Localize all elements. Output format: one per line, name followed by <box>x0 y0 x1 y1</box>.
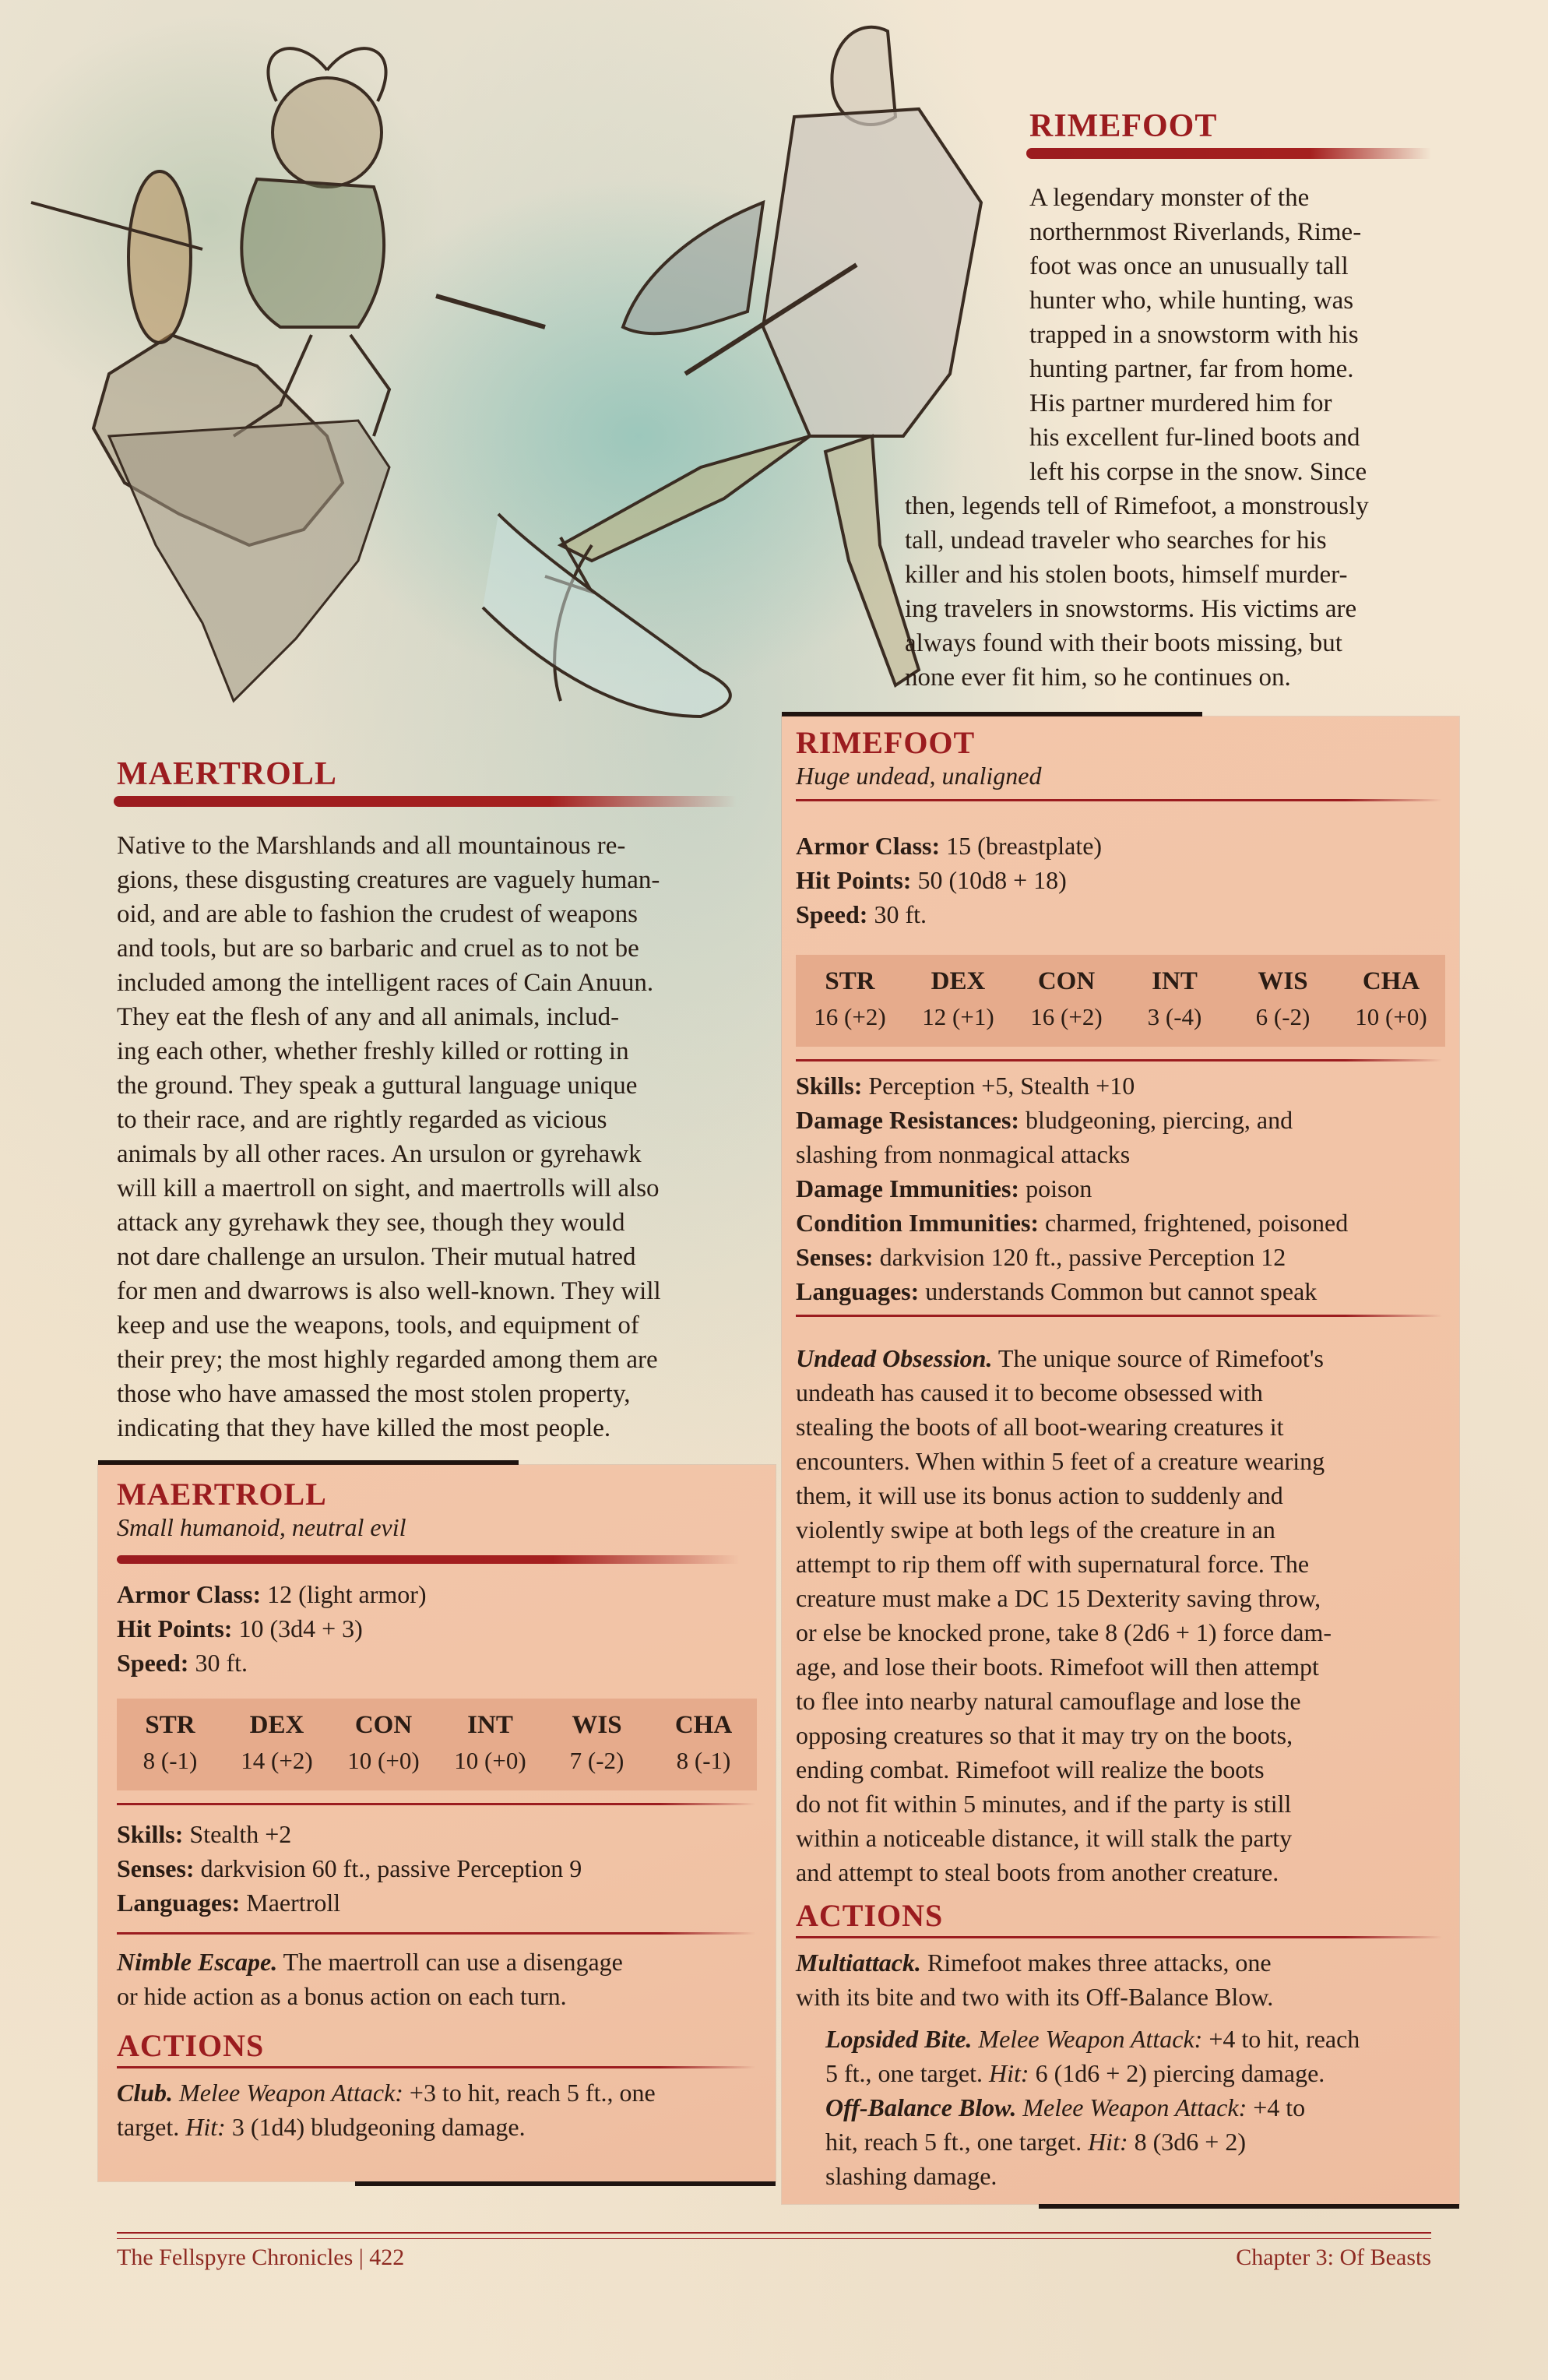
ability-name: CHA <box>674 1711 733 1739</box>
ability-score: 12 (+1) <box>922 1002 994 1030</box>
ability-score: 6 (-2) <box>1255 1002 1311 1030</box>
armor-class: Armor Class: 15 (breastplate) <box>796 832 1103 860</box>
speed: Speed: 30 ft. <box>117 1649 248 1677</box>
hit-points: Hit Points: 10 (3d4 + 3) <box>117 1614 363 1642</box>
intro-line: trapped in a snowstorm with his <box>1029 321 1359 349</box>
speed: Speed: 30 ft. <box>796 900 927 928</box>
languages: Languages: understands Common but cannot speak <box>796 1277 1318 1305</box>
ability-name: DEX <box>931 967 986 995</box>
armor-class: Armor Class: 12 (light armor) <box>117 1580 427 1608</box>
intro-line: northernmost Riverlands, Rime- <box>1029 218 1362 246</box>
intro-line: none ever fit him, so he continues on. <box>905 664 1291 692</box>
damage-resistances: Damage Resistances: bludgeoning, piercing, and <box>796 1106 1293 1134</box>
maertroll-intro-rule <box>114 796 737 807</box>
intro-line: attack any gyrehawk they see, though they would <box>117 1209 625 1237</box>
footer-chapter: Chapter 3: Of Beasts <box>1236 2244 1431 2270</box>
intro-line: indicating that they have killed the most people. <box>117 1414 611 1442</box>
ability-score: 16 (+2) <box>1030 1002 1103 1030</box>
illustration <box>0 0 1028 748</box>
condition-immunities: Condition Immunities: charmed, frightened, poisoned <box>796 1209 1349 1237</box>
intro-line: hunting partner, far from home. <box>1029 355 1354 383</box>
ability-name: CON <box>354 1711 413 1739</box>
maertroll-actions-title: ACTIONS <box>117 2028 265 2063</box>
maertroll-trait: Nimble Escape. The maertroll can use a disengage or hide action as a bonus action on each turn. <box>117 1948 623 2010</box>
trait-name: Nimble Escape. <box>117 1948 278 1976</box>
ability-name: DEX <box>249 1711 304 1739</box>
ability-name: STR <box>145 1711 195 1739</box>
rimefoot-off-balance-blow: Off-Balance Blow. Melee Weapon Attack: +4 to hit, reach 5 ft., one target. Hit: 8 (3d6 + 2) slashing damage. <box>825 2093 1306 2190</box>
intro-line: his excellent fur-lined boots and <box>1029 424 1360 452</box>
footer-rule-top <box>117 2232 1431 2234</box>
rimefoot-intro-text <box>905 181 1450 695</box>
ability-score: 10 (+0) <box>347 1746 420 1774</box>
intro-line: the ground. They speak a guttural language unique <box>117 1072 638 1100</box>
ability-name: INT <box>467 1711 513 1739</box>
intro-line: left his corpse in the snow. Since <box>1029 458 1367 486</box>
maertroll-club-action: Club. Melee Weapon Attack: +3 to hit, reach 5 ft., one target. Hit: 3 (1d4) bludgeoning damage. <box>117 2079 656 2141</box>
intro-line: included among the intelligent races of Cain Anuun. <box>117 969 654 997</box>
maertroll-ability-table <box>117 1699 757 1790</box>
ability-name: STR <box>825 967 875 995</box>
ability-score: 3 (-4) <box>1147 1002 1202 1030</box>
intro-line: and tools, but are so barbaric and cruel as to not be <box>117 935 639 963</box>
intro-line: His partner murdered him for <box>1029 389 1332 417</box>
ability-name: INT <box>1152 967 1198 995</box>
intro-line: their prey; the most highly regarded among them are <box>117 1346 658 1374</box>
maertroll-stat-name: MAERTROLL <box>117 1477 327 1512</box>
rimefoot-multiattack: Multiattack. Rimefoot makes three attacks, one with its bite and two with its Off-Balance Blow. <box>796 1949 1274 2011</box>
intro-line: always found with their boots missing, but <box>905 629 1342 657</box>
intro-line: for men and dwarrows is also well-known. They will <box>117 1277 661 1305</box>
intro-line: gions, these disgusting creatures are vaguely human- <box>117 866 660 894</box>
ability-name: CHA <box>1362 967 1420 995</box>
languages: Languages: Maertroll <box>117 1889 341 1917</box>
intro-line: killer and his stolen boots, himself murder- <box>905 561 1348 589</box>
intro-line: ing each other, whether freshly killed or rotting in <box>117 1037 629 1065</box>
intro-line: not dare challenge an ursulon. Their mutual hatred <box>117 1243 636 1271</box>
rimefoot-intro-title: RIMEFOOT <box>1029 108 1218 144</box>
rimefoot-stat-rule <box>796 799 1442 801</box>
maertroll-actions-rule <box>117 2066 755 2068</box>
ability-score: 7 (-2) <box>569 1746 624 1774</box>
senses: Senses: darkvision 120 ft., passive Perception 12 <box>796 1243 1286 1271</box>
intro-line: those who have amassed the most stolen property, <box>117 1380 631 1408</box>
rock-base <box>109 421 389 701</box>
rimefoot-trait: Undead Obsession. The unique source of Rimefoot's undeath has caused it to become obsessed with stealing the boots of all boot-wearing creatures it encounters. When within 5 feet of a creature wearing them, it will use its bonus action to suddenly and violently swipe at both legs of the creature in an attempt to rip them off with supernatural force. The creature must make a DC 15 Dexterity saving throw, or else be knocked prone, take 8 (2d6 + 1) force dam- age, and lose their boots. Rimefoot will then attempt to flee into nearby natural camouflage and lose the opposing creatures so that it may try on the boots, ending combat. Rimefoot will realize the boots do not fit within 5 minutes, and if the party is still within a noticeable distance, it will stalk the party and attempt to steal boots from another creature. <box>796 1344 1332 1886</box>
rimefoot-lopsided-bite: Lopsided Bite. Melee Weapon Attack: +4 to hit, reach 5 ft., one target. Hit: 6 (1d6 + 2) piercing damage. <box>825 2025 1360 2087</box>
skills: Skills: Perception +5, Stealth +10 <box>796 1072 1135 1100</box>
maertroll-intro-title: MAERTROLL <box>117 756 337 792</box>
intro-line: keep and use the weapons, tools, and equipment of <box>117 1311 639 1340</box>
ability-name: WIS <box>572 1711 622 1739</box>
intro-line: tall, undead traveler who searches for his <box>905 526 1327 555</box>
maertroll-stat-details <box>117 1817 582 1920</box>
intro-line: foot was once an unusually tall <box>1029 252 1349 280</box>
maertroll-details-rule <box>117 1932 755 1935</box>
skills: Skills: Stealth +2 <box>117 1820 292 1848</box>
intro-line: ing travelers in snowstorms. His victims are <box>905 595 1357 623</box>
rimefoot-ability-rule <box>796 1059 1442 1061</box>
maertroll-statblock <box>98 1465 776 2181</box>
intro-line: then, legends tell of Rimefoot, a monstrously <box>905 492 1369 520</box>
rimefoot-actions-title: ACTIONS <box>796 1898 944 1933</box>
intro-line: They eat the flesh of any and all animals, includ- <box>117 1003 620 1031</box>
intro-line: A legendary monster of the <box>1029 184 1310 212</box>
rimefoot-intro-rule <box>1026 148 1431 159</box>
intro-line: to their race, and are rightly regarded as vicious <box>117 1106 607 1134</box>
maertroll-stat-rule <box>117 1555 740 1564</box>
rimefoot-stat-name: RIMEFOOT <box>796 725 976 760</box>
ability-score: 14 (+2) <box>241 1746 313 1774</box>
intro-line: Native to the Marshlands and all mountainous re- <box>117 832 626 860</box>
rimefoot-ability-table <box>796 955 1445 1047</box>
ability-score: 16 (+2) <box>814 1002 886 1030</box>
footer-rule-bottom <box>117 2238 1431 2239</box>
maertroll-statblock-bottom-edge <box>355 2181 776 2186</box>
footer-book-page: The Fellspyre Chronicles | 422 <box>117 2244 405 2270</box>
intro-line: hunter who, while hunting, was <box>1029 287 1354 315</box>
damage-immunities: Damage Immunities: poison <box>796 1174 1092 1202</box>
damage-resistances-cont: slashing from nonmagical attacks <box>796 1140 1131 1168</box>
rimefoot-stat-core <box>796 829 1102 931</box>
rimefoot-details-rule <box>796 1315 1442 1317</box>
maertroll-intro-text <box>117 829 763 1445</box>
rimefoot-stat-details <box>796 1069 1348 1308</box>
maertroll-stat-core <box>117 1577 427 1680</box>
trait-name: Undead Obsession. <box>796 1344 993 1372</box>
rimefoot-statblock <box>782 716 1459 2204</box>
ability-name: WIS <box>1258 967 1308 995</box>
intro-line: animals by all other races. An ursulon or gyrehawk <box>117 1140 642 1168</box>
ability-score: 8 (-1) <box>142 1746 198 1774</box>
intro-line: oid, and are able to fashion the crudest of weapons <box>117 900 638 928</box>
intro-line: will kill a maertroll on sight, and maertrolls will also <box>117 1174 660 1202</box>
ability-score: 10 (+0) <box>454 1746 526 1774</box>
ability-score: 8 (-1) <box>676 1746 731 1774</box>
senses: Senses: darkvision 60 ft., passive Perception 9 <box>117 1854 582 1882</box>
maertroll-ability-rule <box>117 1803 755 1805</box>
hit-points: Hit Points: 50 (10d8 + 18) <box>796 866 1067 894</box>
rimefoot-actions-rule <box>796 1936 1442 1938</box>
rimefoot-stat-type: Huge undead, unaligned <box>796 762 1042 790</box>
maertroll-stat-type: Small humanoid, neutral evil <box>117 1513 406 1541</box>
ability-name: CON <box>1037 967 1096 995</box>
rimefoot-statblock-bottom-edge <box>1039 2204 1459 2209</box>
ability-score: 10 (+0) <box>1355 1002 1427 1030</box>
